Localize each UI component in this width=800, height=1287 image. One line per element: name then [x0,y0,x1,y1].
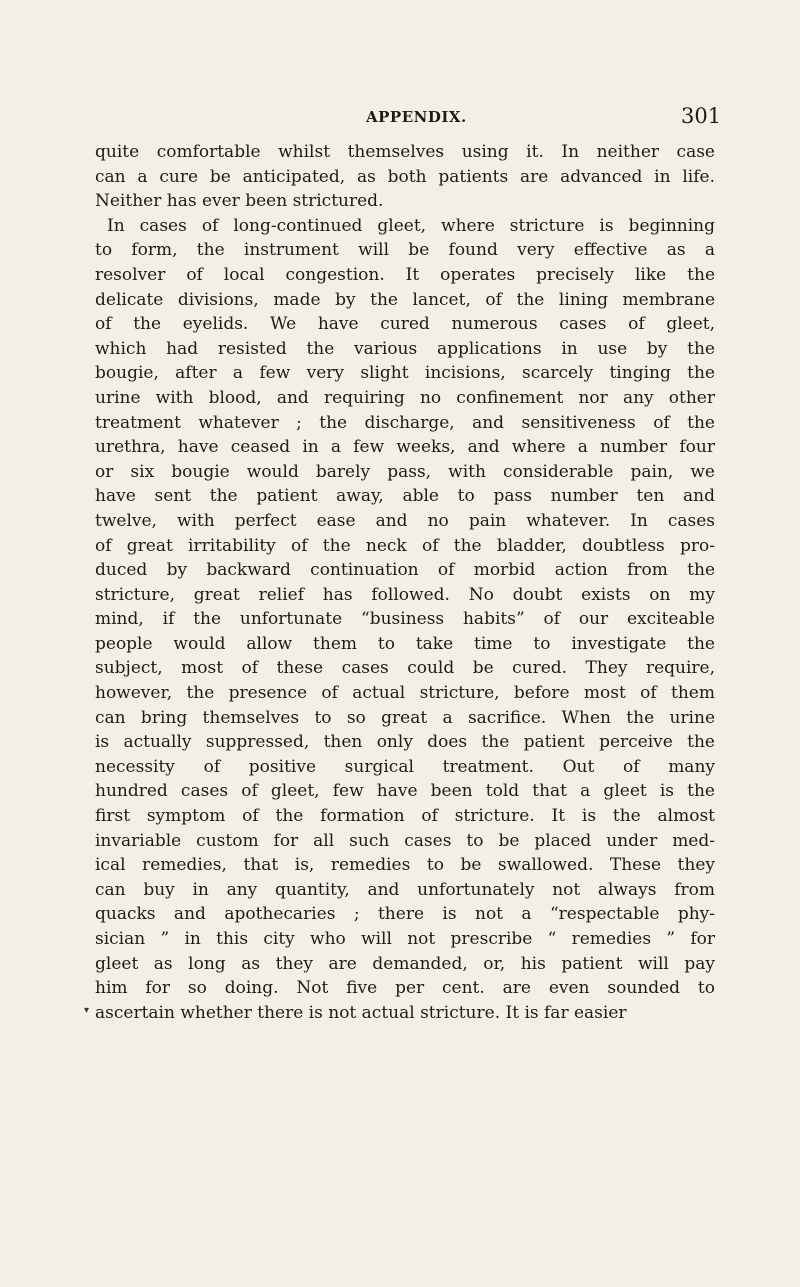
body-text [95,140,715,1025]
text-line: however, the presence of actual stricture, before most of them [95,683,715,704]
text-line: twelve, with perfect ease and no pain whatever. In cases [95,510,715,531]
text-line: to form, the instrument will be found very effective as a [95,240,715,261]
text-line: urethra, have ceased in a few weeks, and where a number four [95,437,715,458]
text-line: subject, most of these cases could be cured. They require, [95,658,715,679]
text-line: have sent the patient away, able to pass number ten and [95,486,715,507]
text-line: can buy in any quantity, and unfortunately not always from [95,879,715,900]
text-line: hundred cases of gleet, few have been told that a gleet is the [95,781,715,802]
text-line: of the eyelids. We have cured numerous cases of gleet, [95,314,715,335]
text-line: quacks and apothecaries ; there is not a “respectable phy- [95,904,715,925]
text-line: of great irritability of the neck of the bladder, doubtless pro- [95,535,715,556]
text-line: gleet as long as they are demanded, or, his patient will pay [95,953,715,974]
text-line: people would allow them to take time to investigate the [95,633,715,654]
text-line: can bring themselves to so great a sacrifice. When the urine [95,707,715,728]
text-line: duced by backward continuation of morbid action from the [95,560,715,581]
margin-mark: ▾ [84,1005,90,1016]
text-line: sician ” in this city who will not prescribe “ remedies ” for [95,929,715,949]
text-line: bougie, after a few very slight incisions, scarcely tinging the [95,363,715,384]
text-line: can a cure be anticipated, as both patients are advanced in life. [95,166,715,187]
page-number: 301 [681,104,722,128]
text-line: or six bougie would barely pass, with considerable pain, we [95,461,715,482]
text-line: stricture, great relief has followed. No doubt exists on my [95,584,715,605]
text-line: first symptom of the formation of stricture. It is the almost [95,806,715,827]
text-line: necessity of positive surgical treatment. Out of many [95,756,715,777]
running-title: APPENDIX. [366,108,467,126]
running-head [0,104,800,132]
text-line: urine with blood, and requiring no confinement nor any other [95,387,715,408]
text-line: is actually suppressed, then only does the patient perceive the [95,732,715,753]
text-line: quite comfortable whilst themselves using it. In neither case [95,142,715,162]
text-line: ical remedies, that is, remedies to be swallowed. These they [95,855,715,876]
text-line: ascertain whether there is not actual stricture. It is far easier [95,1002,627,1023]
text-line: Neither has ever been strictured. [95,191,384,212]
text-line: him for so doing. Not five per cent. are even sounded to [95,978,715,999]
text-line: delicate divisions, made by the lancet, of the lining membrane [95,289,715,310]
text-line: invariable custom for all such cases to be placed under med- [95,830,715,851]
text-line: In cases of long-continued gleet, where stricture is beginning [107,215,715,236]
text-line: treatment whatever ; the discharge, and sensitiveness of the [95,412,715,433]
text-line: mind, if the unfortunate “business habits” of our exciteable [95,609,715,630]
text-line: resolver of local congestion. It operates precisely like the [95,264,715,285]
text-line: which had resisted the various applications in use by the [95,338,715,359]
